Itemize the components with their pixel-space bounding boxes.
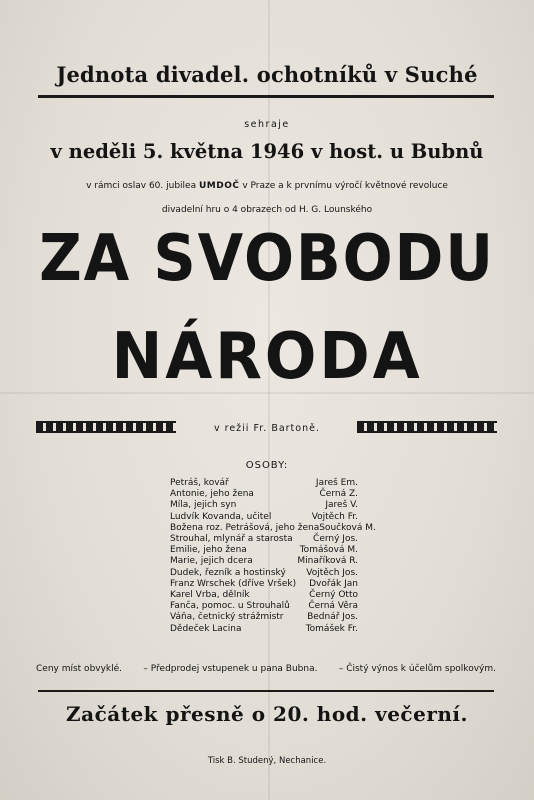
play-title-line-1: ZA SVOBODU: [39, 222, 495, 296]
start-time: Začátek přesně o 20. hod. večerní.: [66, 702, 468, 726]
cast-row: [170, 624, 358, 635]
director-credit: v režii Fr. Bartoně.: [214, 423, 320, 434]
cast-row: [170, 545, 358, 556]
date-line: v neděli 5. května 1946 v host. u Bubnů: [50, 140, 484, 163]
cast-row: [170, 500, 358, 511]
cast-role: Marie, jejich dcera: [170, 556, 253, 567]
occasion-org: UMDOČ: [198, 181, 240, 191]
cast-actor: Černý Otto: [309, 590, 358, 601]
note-proceeds: – Čistý výnos k účelům spolkovým.: [338, 664, 496, 674]
cast-role: Míla, jejich syn: [170, 500, 237, 511]
footer-notes: [36, 664, 496, 674]
cast-actor: Jareš V.: [325, 500, 358, 511]
cast-actor: Černá Věra: [308, 601, 358, 612]
cast-actor: Tomášová M.: [299, 545, 358, 556]
cast-role: Dudek, řezník a hostinský: [170, 567, 286, 578]
occasion-pre: v rámci oslav 60. jubilea: [86, 181, 197, 191]
play-title-line-2: NÁRODA: [111, 320, 423, 394]
cast-heading: OSOBY:: [245, 460, 289, 471]
cast-role: Petráš, kovář: [170, 478, 229, 488]
cast-row: [170, 512, 358, 523]
cast-actor: Vojtěch Jos.: [306, 567, 358, 578]
cast-row: [170, 489, 358, 500]
cast-actor: Tomášek Fr.: [305, 623, 358, 634]
cast-role: Dědeček Lacina: [170, 623, 242, 634]
cast-role: Božena roz. Petrášová, jeho žena: [170, 522, 320, 533]
cast-row: [170, 478, 358, 489]
cast-row: [170, 612, 358, 623]
cast-role: Karel Vrba, dělník: [170, 590, 250, 601]
cast-role: Strouhal, mlynář a starosta: [170, 534, 293, 545]
cast-row: [170, 556, 358, 567]
cast-actor: Jareš Em.: [315, 478, 358, 488]
occasion-post: v Praze a k prvnímu výročí květnové revoluce: [242, 181, 448, 191]
footer-rule: [38, 690, 494, 692]
note-presale: – Předprodej vstupenek u pana Bubna.: [143, 664, 318, 674]
occasion-line: [0, 181, 534, 191]
header-rule: [38, 95, 494, 98]
cast-row: [170, 579, 358, 590]
cast-actor: Černý Jos.: [313, 534, 358, 545]
cast-list: [170, 478, 376, 635]
cast-actor: Vojtěch Fr.: [311, 511, 358, 522]
cast-actor: Dvořák Jan: [309, 578, 358, 589]
ornament-right: [357, 421, 497, 433]
cast-role: Emilie, jeho žena: [170, 545, 247, 556]
cast-actor: Černá Z.: [319, 489, 358, 500]
play-subtitle: divadelní hru o 4 obrazech od H. G. Lounského: [161, 205, 373, 215]
cast-role: Franz Wrschek (dříve Vršek): [170, 578, 297, 589]
cast-role: Váňa, četnický strážmistr: [170, 612, 284, 623]
printer-credit: Tisk B. Studený, Nechanice.: [207, 756, 327, 766]
cast-row: [170, 522, 376, 534]
cast-row: [170, 601, 358, 612]
presents-text: sehraje: [244, 119, 290, 130]
cast-row: [170, 568, 358, 579]
note-prices: Ceny míst obvyklé.: [36, 664, 123, 674]
organization-heading: Jednota divadel. ochotníků v Suché: [56, 62, 478, 87]
cast-row: [170, 590, 358, 601]
cast-role: Antonie, jeho žena: [170, 489, 254, 500]
cast-role: Fanča, pomoc. u Strouhalů: [170, 601, 290, 612]
cast-actor: Minaříková R.: [297, 556, 358, 567]
cast-actor: Bednář Jos.: [307, 612, 358, 623]
cast-role: Ludvík Kovanda, učitel: [170, 511, 272, 522]
cast-row: [170, 534, 358, 545]
cast-actor: Součková M.: [319, 522, 376, 533]
